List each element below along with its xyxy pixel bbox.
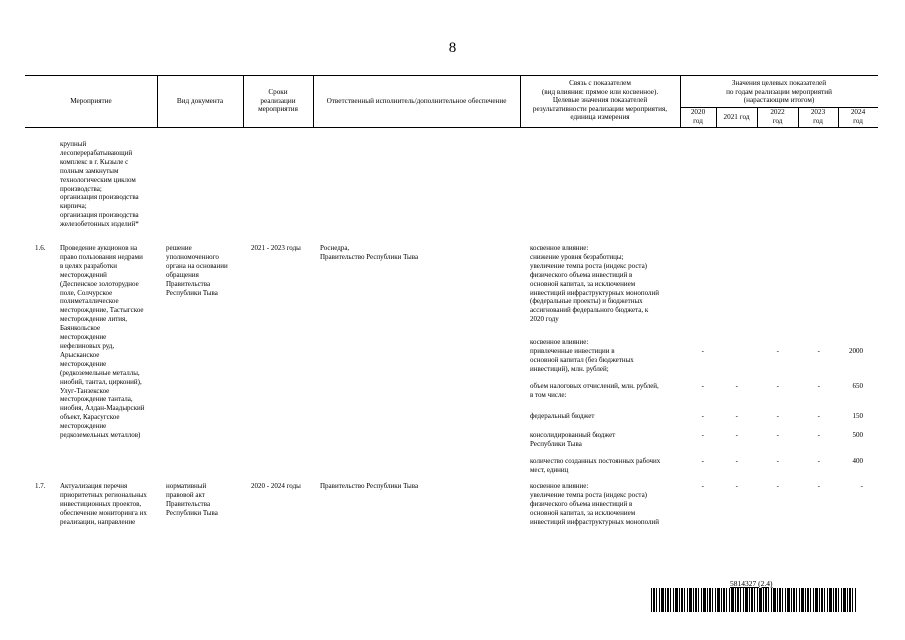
indicator-value: 500 — [852, 431, 863, 439]
indicator-value: - — [817, 457, 820, 465]
indicator-value: - — [701, 482, 704, 490]
document-type: нормативный правовой акт Правительства Республики Тыва — [166, 482, 218, 517]
indicator-value: 2000 — [849, 347, 863, 355]
header-year-2023: 2023 год — [810, 108, 826, 125]
indicator-value: - — [735, 482, 738, 490]
indicator-value: - — [776, 382, 779, 390]
header-target-values: Значения целевых показателей по годам реализации мероприятий (нарастающим итогом) — [726, 79, 832, 104]
header-measure: Мероприятие — [70, 97, 112, 105]
responsible-executor: Роснедра, Правительство Республики Тыва — [320, 244, 419, 261]
barcode-number: 5814327 (2.4) — [730, 579, 773, 588]
indicator-value: - — [776, 457, 779, 465]
indicator-value: - — [735, 431, 738, 439]
indicator-value: - — [701, 382, 704, 390]
header-top-rule — [25, 75, 878, 76]
indicator-value: - — [817, 382, 820, 390]
indicator-value: - — [701, 457, 704, 465]
indicator-value: - — [817, 347, 820, 355]
indicator-text: консолидированный бюджет Республики Тыва — [530, 431, 616, 448]
indicator-value: - — [701, 412, 704, 420]
header-indicator-link: Связь с показателем (вид влияния: прямое или косвенное). Целевые значения показателей результативности реализации мероприятия, единица измерения — [532, 79, 668, 121]
indicator-value: - — [817, 482, 820, 490]
indicator-value: - — [817, 412, 820, 420]
header-year-2020: 2020 год — [690, 108, 706, 125]
indicator-text: объем налоговых отчислений, млн. рублей, в том числе: — [530, 382, 659, 399]
row-number: 1.7. — [35, 482, 46, 490]
indicator-value: 150 — [852, 412, 863, 420]
page-number: 8 — [448, 40, 457, 56]
indicator-value: - — [735, 382, 738, 390]
responsible-executor: Правительство Республики Тыва — [320, 482, 419, 490]
indicator-value: 400 — [852, 457, 863, 465]
indicator-value: - — [776, 482, 779, 490]
indicator-value: - — [735, 457, 738, 465]
header-year-2024: 2024 год — [850, 108, 866, 125]
indicator-value: - — [776, 347, 779, 355]
measure-text: Актуализация перечня приоритетных региональных инвестиционных проектов, обеспечение мониторинга их реализации, направление — [60, 482, 147, 526]
continuation-measure-text: крупный лесоперерабатывающий комплекс в г. Кызыле с полным замкнутым технологическим циклом производства; организация производства кирпича; организация производства железобетонных изделий* — [60, 140, 139, 229]
measure-text: Проведение аукционов на право пользования недрами в целях разработки месторождений (Деспенское золоторудное поле, Солчурское полиметаллическое месторождение, Тастыгское месторождение лития, Баянкольское месторождение нефелиновых руд, Арысканское месторождение (редкоземельные металлы, ниобий, тантал, цирконий), Улуг-Танзекское месторождение тантала, ниобия, Алдан-Маадырский объект, Карасугское месторождение редкоземельных металлов) — [60, 244, 145, 440]
row-number: 1.6. — [35, 244, 46, 252]
header-year-2021: 2021 год — [723, 113, 750, 121]
indicator-value: - — [776, 431, 779, 439]
indicator-value: - — [701, 431, 704, 439]
header-doc-type: Вид документа — [176, 97, 224, 105]
header-year-2022: 2022 год — [770, 108, 785, 125]
indicator-text: косвенное влияние: увеличение темпа роста (индекс роста) физического объема инвестиций в основной капитал, за исключением инвестиций инфраструктурных монополий — [530, 482, 660, 526]
indicator-value: - — [776, 412, 779, 420]
indicator-text: косвенное влияние: привлеченные инвестиции в основной капитал (без бюджетных инвестиций), млн. рублей; — [530, 338, 634, 373]
implementation-dates: 2021 - 2023 годы — [251, 244, 301, 252]
indicator-value: 650 — [852, 382, 863, 390]
indicator-value: - — [735, 412, 738, 420]
indicator-text: федеральный бюджет — [530, 412, 595, 420]
header-executor: Ответственный исполнитель/дополнительное обеспечение — [326, 97, 507, 105]
implementation-dates: 2020 - 2024 годы — [251, 482, 301, 490]
barcode — [651, 588, 856, 612]
indicator-value: - — [860, 482, 863, 490]
header-dates: Сроки реализации мероприятия — [258, 88, 298, 113]
document-type: решение уполномоченного органа на основании обращения Правительства Республики Тыва — [166, 244, 228, 297]
indicator-text: косвенное влияние: снижение уровня безработицы; увеличение темпа роста (индекс роста) физического объема инвестиций в основной капитал, за исключением инвестиций инфраструктурных монополий (федеральные проекты) и бюджетных ассигнований федерального бюджета, к 2020 году — [530, 244, 660, 324]
header-bottom-rule — [25, 127, 878, 128]
indicator-value: - — [701, 347, 704, 355]
indicator-text: количество созданных постоянных рабочих мест, единиц — [530, 457, 661, 474]
indicator-value: - — [817, 431, 820, 439]
